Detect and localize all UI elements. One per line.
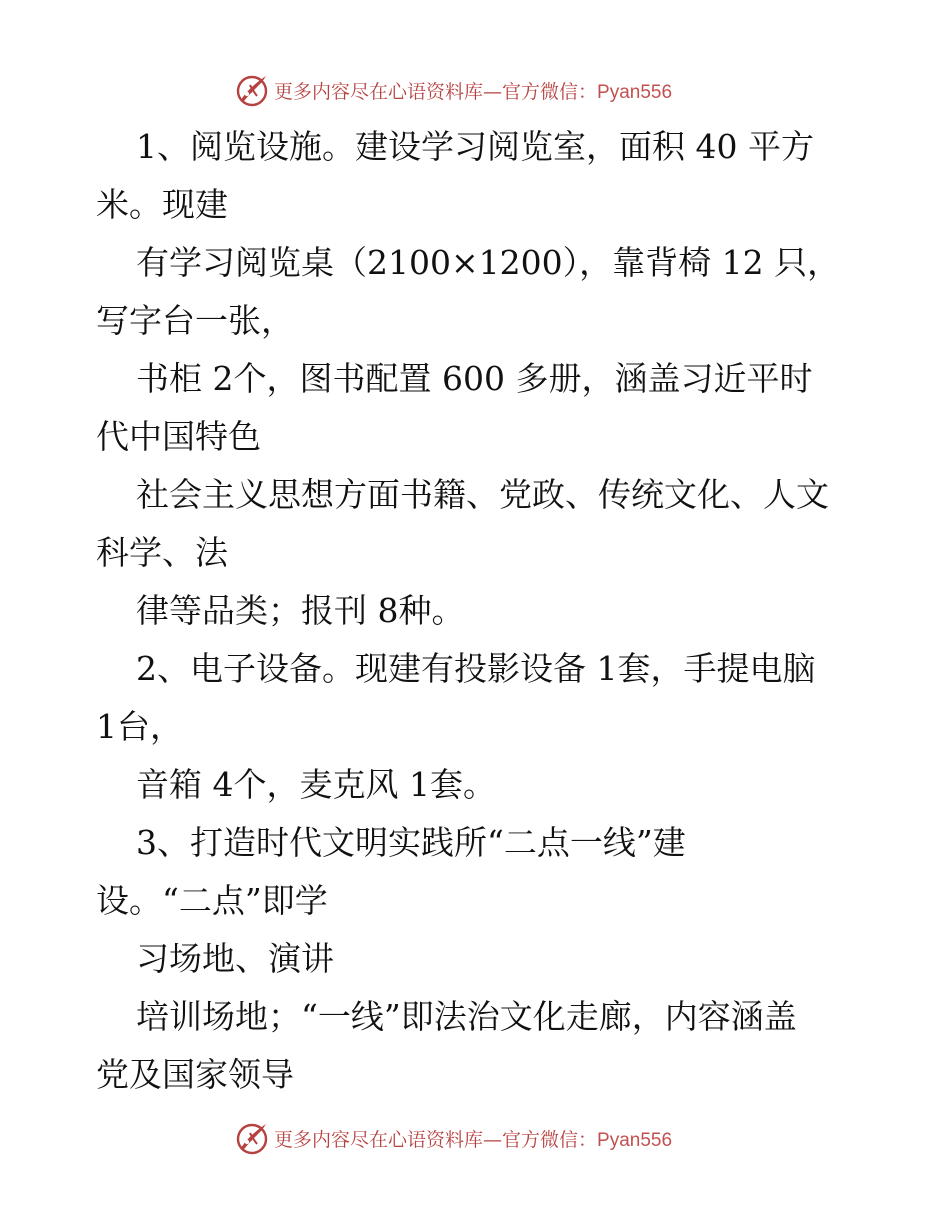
text-line: 1、阅览设施。建设学习阅览室，面积 40 平方: [136, 127, 814, 166]
pen-logo-icon: [232, 70, 272, 110]
text-line: 培训场地；“一线”即法治文化走廊，内容涵盖: [136, 997, 797, 1036]
watermark-text-cn: 更多内容尽在心语资料库—官方微信：: [274, 80, 598, 103]
text-line: 写字台一张，: [96, 301, 294, 340]
text-line: 书柜 2个，图书配置 600 多册，涵盖习近平时: [136, 359, 813, 398]
pen-logo-icon: [232, 1118, 272, 1158]
text-line: 有学习阅览桌（2100×1200），靠背椅 12 只，: [136, 243, 841, 282]
watermark-text-id: Pyan556: [597, 1129, 673, 1151]
text-line: 2、电子设备。现建有投影设备 1套，手提电脑: [136, 649, 816, 688]
watermark-text-cn: 更多内容尽在心语资料库—官方微信：: [274, 1128, 598, 1151]
text-line: 音箱 4个，麦克风 1套。: [136, 765, 496, 804]
watermark-footer: [232, 1118, 672, 1158]
text-line: 3、打造时代文明实践所“二点一线”建: [136, 823, 686, 862]
document-body: [96, 118, 866, 1104]
watermark-text: [274, 1125, 672, 1152]
text-line: 习场地、演讲: [136, 939, 334, 978]
watermark-header: [232, 70, 672, 110]
text-line: 党及国家领导: [96, 1055, 294, 1094]
text-line: 设。“二点”即学: [96, 881, 328, 920]
text-line: 科学、法: [96, 533, 228, 572]
watermark-text: [274, 77, 672, 104]
text-line: 米。现建: [96, 185, 228, 224]
text-line: 社会主义思想方面书籍、党政、传统文化、人文: [136, 475, 829, 514]
watermark-text-id: Pyan556: [597, 81, 673, 103]
text-line: 代中国特色: [96, 417, 261, 456]
text-line: 律等品类；报刊 8种。: [136, 591, 465, 630]
text-line: 1台，: [96, 707, 183, 746]
